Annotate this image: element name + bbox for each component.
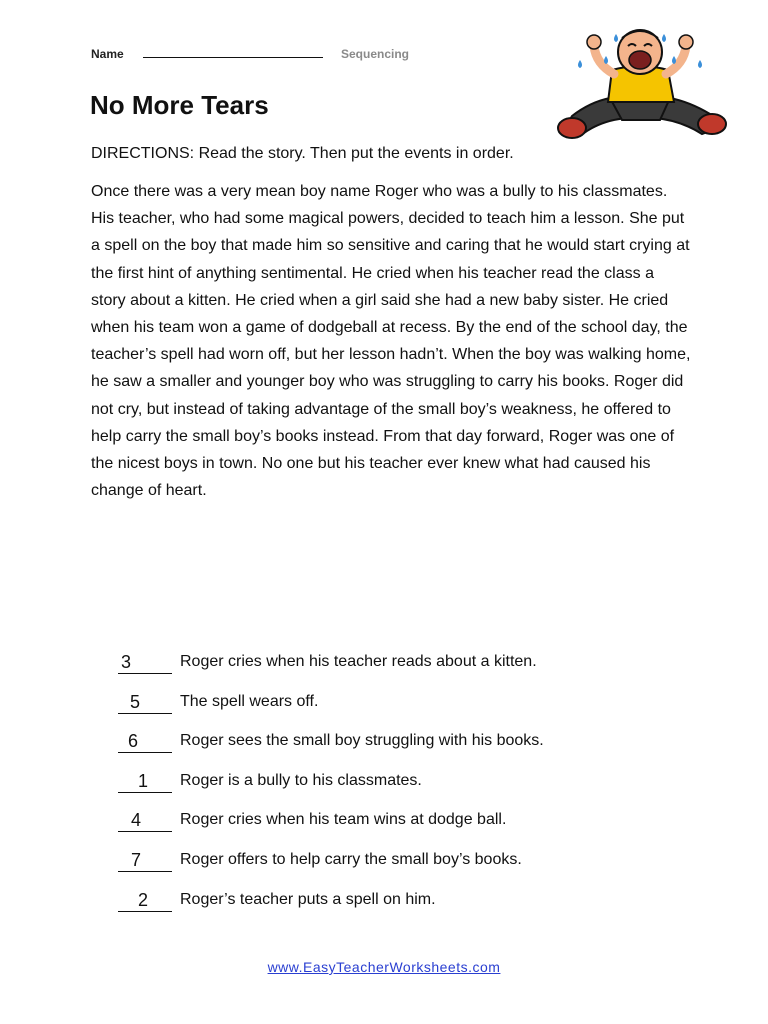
- event-row: [118, 768, 678, 808]
- tear-icon: [578, 60, 582, 68]
- event-text: The spell wears off.: [180, 692, 319, 710]
- answer-blank[interactable]: 3: [118, 651, 172, 674]
- events-list: [118, 649, 678, 926]
- shoe-icon: [698, 114, 726, 134]
- name-line: [143, 57, 323, 58]
- event-row: [118, 807, 678, 847]
- event-row: [118, 728, 678, 768]
- event-row: [118, 887, 678, 927]
- tear-icon: [698, 60, 702, 68]
- footer-link[interactable]: www.EasyTeacherWorksheets.com: [267, 959, 501, 975]
- answer-blank[interactable]: 6: [118, 730, 172, 753]
- name-label: Name: [91, 47, 124, 61]
- answer-blank[interactable]: 5: [118, 691, 172, 714]
- shoe-icon: [558, 118, 586, 138]
- answer-blank[interactable]: 1: [118, 770, 172, 793]
- arm-shape: [666, 46, 686, 74]
- answer-blank[interactable]: 4: [118, 809, 172, 832]
- answer-blank[interactable]: 7: [118, 849, 172, 872]
- tear-icon: [614, 34, 618, 42]
- event-text: Roger’s teacher puts a spell on him.: [180, 890, 436, 908]
- answer-blank[interactable]: 2: [118, 889, 172, 912]
- crying-boy-illustration: [550, 20, 732, 142]
- event-row: [118, 847, 678, 887]
- event-text: Roger sees the small boy struggling with his books.: [180, 732, 544, 750]
- hand-icon: [679, 35, 693, 49]
- page-title: No More Tears: [90, 90, 269, 120]
- event-text: Roger is a bully to his classmates.: [180, 771, 422, 789]
- event-text: Roger offers to help carry the small boy’s books.: [180, 850, 522, 868]
- tear-icon: [604, 56, 608, 64]
- worksheet-type: Sequencing: [341, 47, 410, 61]
- directions: DIRECTIONS: Read the story. Then put the events in order.: [91, 145, 514, 162]
- crying-mouth-icon: [629, 51, 651, 69]
- arm-shape: [594, 46, 614, 74]
- event-row: [118, 649, 678, 689]
- tear-icon: [672, 56, 676, 64]
- hand-icon: [587, 35, 601, 49]
- event-row: [118, 689, 678, 729]
- story-paragraph: Once there was a very mean boy name Roger who was a bully to his classmates. His teacher, who had some magical powers, decided to teach him a lesson. She put a spell on the boy that made him so sensitive and caring that he would start crying at the first hint of anything sentimental. He cried when his teacher read the class a story about a kitten. He cried when a girl said she had a new baby sister. He cried when his team won a game of dodgeball at recess. By the end of the school day, the teacher’s spell had worn off, but her lesson hadn’t. When the boy was walking home, he saw a smaller and younger boy who was struggling to carry his books. Roger did not cry, but instead of taking advantage of the small boy’s weakness, he offered to help carry the small boy’s books instead. From that day forward, Roger was one of the nicest boys in town. No one but his teacher ever knew what had caused his change of heart.: [91, 183, 691, 500]
- event-text: Roger cries when his team wins at dodge ball.: [180, 811, 507, 829]
- event-text: Roger cries when his teacher reads about a kitten.: [180, 653, 537, 670]
- tear-icon: [662, 34, 666, 42]
